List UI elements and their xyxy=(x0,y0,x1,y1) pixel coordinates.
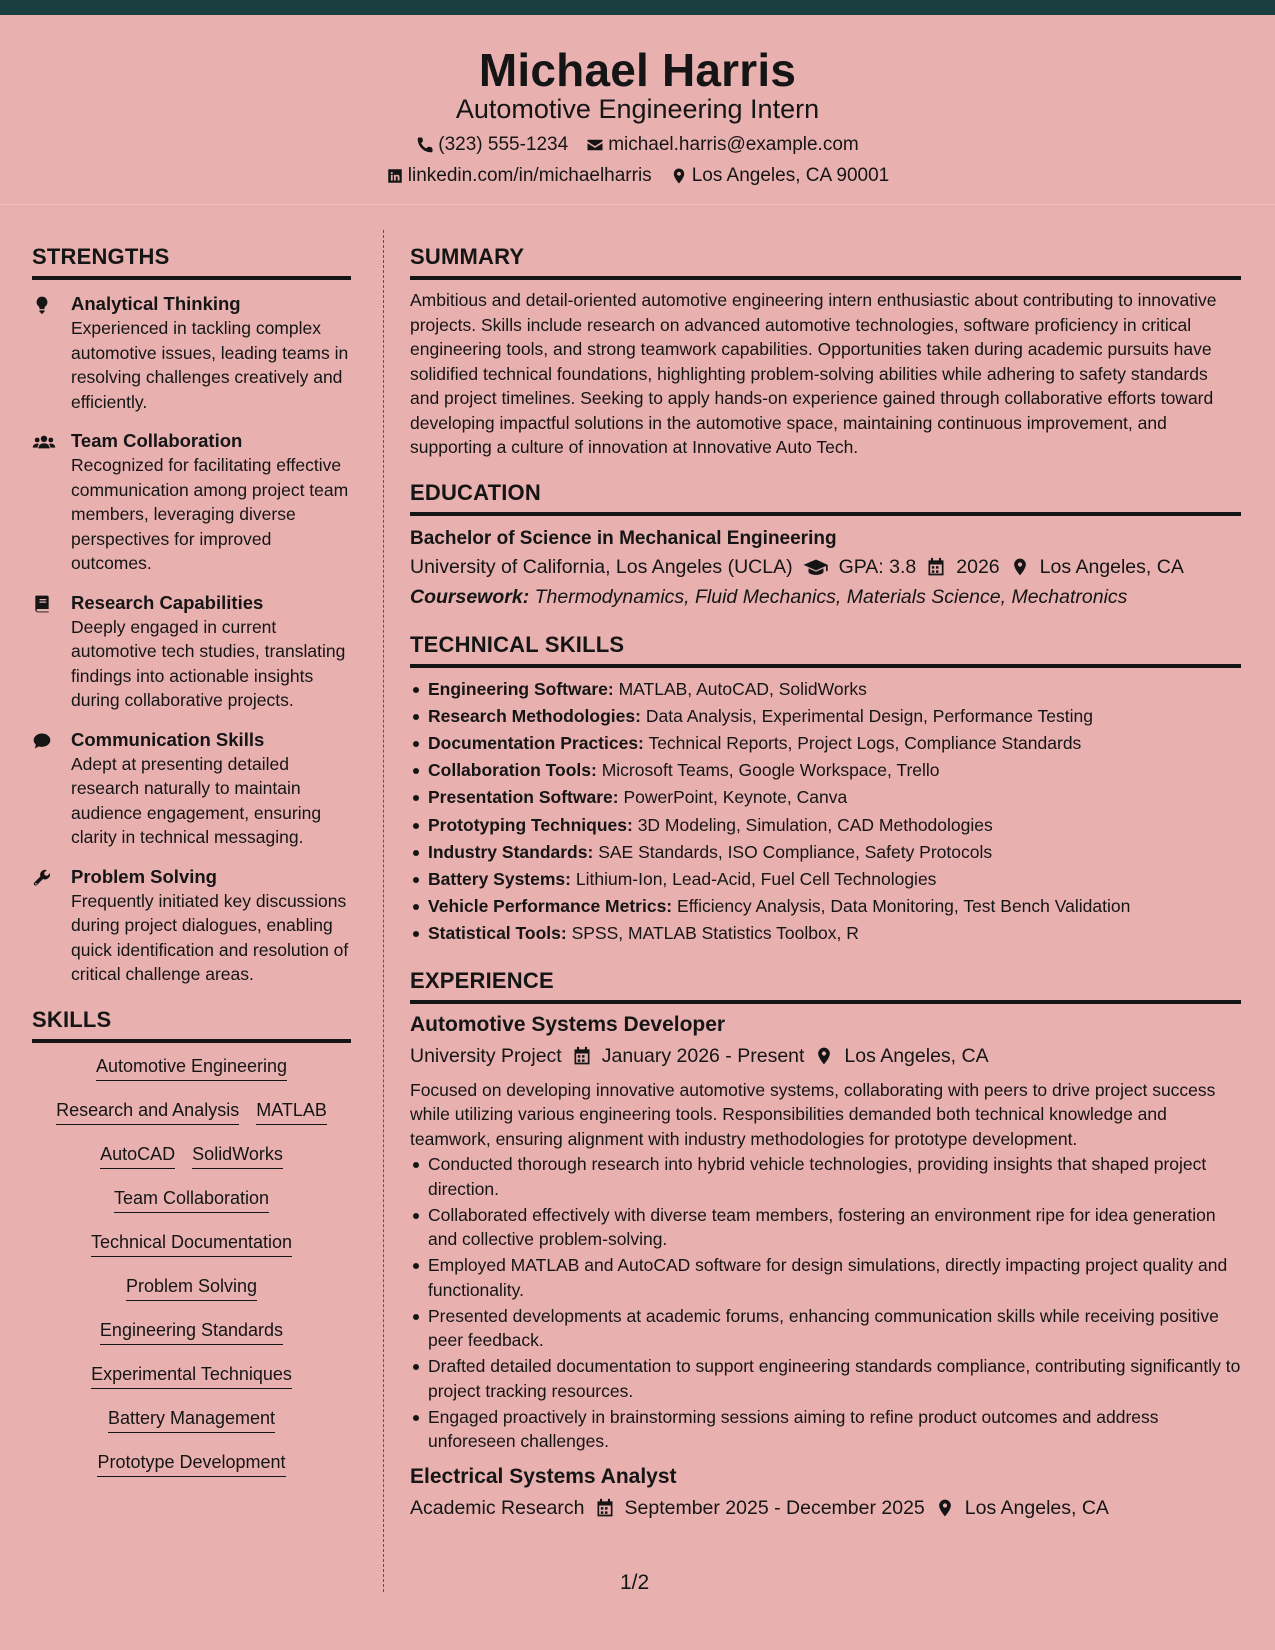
strength-item xyxy=(32,591,351,713)
linkedin-text: linkedin.com/in/michaelharris xyxy=(407,165,652,186)
page-number: 1/2 xyxy=(620,1571,650,1594)
skill-tag: Technical Documentation xyxy=(91,1231,292,1257)
skills-heading: SKILLS xyxy=(32,1007,351,1043)
list-item: Vehicle Performance Metrics: Efficiency Analysis, Data Monitoring, Test Bench Validation xyxy=(410,893,1241,920)
skill-tag: AutoCAD xyxy=(100,1143,175,1169)
map-marker-icon xyxy=(670,167,688,185)
job-title: Electrical Systems Analyst xyxy=(410,1464,677,1488)
strength-desc: Recognized for facilitating effective communication among project team members, leveraging diverse perspectives for improved outcomes. xyxy=(71,455,349,573)
summary-text: Ambitious and detail-oriented automotive engineering intern enthusiastic about contributing to innovative projects. Skills include research on advanced automotive technologies, software proficiency in critical engineering tools, and strong teamwork capabilities. Opportunities taken during academic pursuits have solidified technical foundations, highlighting problem-solving abilities while adhering to safety standards and project timelines. Seeking to apply hands-on experience gained through collaborative efforts toward developing impactful solutions in the automotive space, maintaining continuous improvement, and supporting a culture of innovation at Innovative Auto Tech. xyxy=(410,290,1217,457)
job-bullets xyxy=(410,1152,1241,1454)
email-text: michael.harris@example.com xyxy=(608,134,859,155)
list-item: Employed MATLAB and AutoCAD software for design simulations, directly impacting project quality and functionality. xyxy=(410,1253,1241,1302)
calendar-icon xyxy=(572,1046,592,1066)
contact-linkedin[interactable] xyxy=(386,165,652,187)
users-icon xyxy=(32,432,56,452)
map-marker-icon xyxy=(935,1498,955,1518)
strength-name: Team Collaboration xyxy=(71,430,243,451)
candidate-name: Michael Harris xyxy=(478,44,797,96)
education-section xyxy=(410,480,1241,612)
education-location: Los Angeles, CA xyxy=(1039,555,1184,578)
skills-section xyxy=(32,1007,351,1495)
wrench-icon xyxy=(32,868,52,888)
skill-tag: Prototype Development xyxy=(97,1451,285,1477)
job-dates: September 2025 - December 2025 xyxy=(624,1496,925,1519)
experience-heading: EXPERIENCE xyxy=(410,968,1241,1004)
coursework-label: Coursework: xyxy=(410,585,530,608)
list-item: Engaged proactively in brainstorming sessions aiming to refine product outcomes and address unforeseen challenges. xyxy=(410,1405,1241,1454)
job-description: Focused on developing innovative automotive systems, collaborating with peers to drive project success while utilizing various engineering tools. Responsibilities demanded both technical knowledge and teamwork, ensuring alignment with industry methodologies for prototype development. xyxy=(410,1079,1216,1149)
technical-skills-section xyxy=(410,632,1241,948)
list-item: Documentation Practices: Technical Reports, Project Logs, Compliance Standards xyxy=(410,730,1241,757)
skill-tag: Automotive Engineering xyxy=(96,1055,287,1081)
book-icon xyxy=(32,594,52,614)
graduation-year: 2026 xyxy=(956,555,1000,578)
technical-skills-list xyxy=(410,676,1241,948)
map-marker-icon xyxy=(814,1046,834,1066)
list-item: Collaboration Tools: Microsoft Teams, Google Workspace, Trello xyxy=(410,757,1241,784)
contact-email[interactable] xyxy=(586,134,859,156)
technical-skills-heading: TECHNICAL SKILLS xyxy=(410,632,1241,668)
strength-item xyxy=(32,728,351,850)
skill-tag: Battery Management xyxy=(108,1407,275,1433)
phone-text: (323) 555-1234 xyxy=(438,134,569,155)
summary-section xyxy=(410,244,1241,460)
job-title: Automotive Systems Developer xyxy=(410,1012,726,1036)
list-item: Engineering Software: MATLAB, AutoCAD, SolidWorks xyxy=(410,676,1241,703)
graduation-cap-icon xyxy=(803,557,829,577)
strengths-heading: STRENGTHS xyxy=(32,244,351,280)
top-accent-bar xyxy=(0,0,1275,15)
location-text: Los Angeles, CA 90001 xyxy=(691,165,890,186)
list-item: Industry Standards: SAE Standards, ISO Compliance, Safety Protocols xyxy=(410,839,1241,866)
strength-desc: Adept at presenting detailed research naturally to maintain audience engagement, ensuring clarity in technical messaging. xyxy=(71,753,322,847)
school-name: University of California, Los Angeles (UCLA) xyxy=(410,555,793,578)
strength-name: Research Capabilities xyxy=(71,591,264,613)
strength-item xyxy=(32,429,351,576)
strength-item xyxy=(32,865,351,987)
list-item: Drafted detailed documentation to support engineering standards compliance, contributing significantly to project tracking resources. xyxy=(410,1354,1241,1403)
strength-name: Problem Solving xyxy=(71,865,217,887)
education-heading: EDUCATION xyxy=(410,480,1241,516)
list-item: Presented developments at academic forums, enhancing communication skills while receiving positive peer feedback. xyxy=(410,1304,1241,1353)
skill-tag: Experimental Techniques xyxy=(91,1363,292,1389)
calendar-icon xyxy=(926,557,946,577)
strength-name: Analytical Thinking xyxy=(71,293,241,314)
right-column xyxy=(410,244,1241,1524)
job-meta xyxy=(410,1492,1241,1524)
coursework xyxy=(410,582,1241,612)
envelope-icon xyxy=(586,136,604,154)
job-location: Los Angeles, CA xyxy=(964,1496,1109,1519)
calendar-icon xyxy=(595,1498,615,1518)
contact-row-1 xyxy=(0,134,1275,156)
job-entry xyxy=(410,1462,1241,1524)
strength-name: Communication Skills xyxy=(71,728,265,750)
gpa-text: GPA: 3.8 xyxy=(838,555,917,578)
job-org: Academic Research xyxy=(410,1496,585,1519)
list-item: Presentation Software: PowerPoint, Keynote, Canva xyxy=(410,784,1241,811)
list-item: Conducted thorough research into hybrid vehicle technologies, providing insights that shaped project direction. xyxy=(410,1152,1241,1201)
list-item: Prototyping Techniques: 3D Modeling, Simulation, CAD Methodologies xyxy=(410,812,1241,839)
phone-icon xyxy=(416,136,434,154)
left-column xyxy=(32,244,351,1495)
skill-tag: Problem Solving xyxy=(126,1275,257,1301)
list-item: Statistical Tools: SPSS, MATLAB Statistics Toolbox, R xyxy=(410,920,1241,947)
skill-tag: MATLAB xyxy=(256,1099,327,1125)
candidate-title: Automotive Engineering Intern xyxy=(455,94,820,124)
job-org: University Project xyxy=(410,1044,562,1067)
strength-desc: Experienced in tackling complex automotive issues, leading teams in resolving challenges creatively and efficiently. xyxy=(71,318,349,412)
strength-item xyxy=(32,292,351,414)
skills-list xyxy=(32,1055,351,1495)
strength-desc: Frequently initiated key discussions during project dialogues, enabling quick identification and resolution of critical challenge areas. xyxy=(71,890,349,984)
comment-icon xyxy=(32,731,52,751)
skill-tag: SolidWorks xyxy=(192,1143,283,1169)
list-item: Collaborated effectively with diverse team members, fostering an environment ripe for idea generation and collective problem-solving. xyxy=(410,1203,1241,1252)
summary-heading: SUMMARY xyxy=(410,244,1241,280)
degree-title: Bachelor of Science in Mechanical Engineering xyxy=(410,527,837,549)
column-divider xyxy=(383,230,384,1592)
linkedin-icon xyxy=(386,167,404,185)
contact-row-2 xyxy=(0,165,1275,187)
job-dates: January 2026 - Present xyxy=(601,1044,805,1067)
map-marker-icon xyxy=(1010,557,1030,577)
contact-location xyxy=(670,165,890,187)
job-location: Los Angeles, CA xyxy=(844,1044,989,1067)
skill-tag: Research and Analysis xyxy=(56,1099,239,1125)
lightbulb-icon xyxy=(32,295,52,315)
strengths-list xyxy=(32,292,351,987)
skill-tag: Engineering Standards xyxy=(100,1319,283,1345)
coursework-list: Thermodynamics, Fluid Mechanics, Materials Science, Mechatronics xyxy=(534,585,1128,608)
contact-phone[interactable] xyxy=(416,134,568,156)
job-entry xyxy=(410,1010,1241,1454)
list-item: Battery Systems: Lithium-Ion, Lead-Acid, Fuel Cell Technologies xyxy=(410,866,1241,893)
job-meta xyxy=(410,1040,1241,1072)
resume-header xyxy=(0,15,1275,205)
skill-tag: Team Collaboration xyxy=(114,1187,269,1213)
education-details xyxy=(410,552,1241,582)
list-item: Research Methodologies: Data Analysis, Experimental Design, Performance Testing xyxy=(410,703,1241,730)
experience-section xyxy=(410,968,1241,1524)
strength-desc: Deeply engaged in current automotive tech studies, translating findings into actionable insights during collaborative projects. xyxy=(71,616,346,710)
